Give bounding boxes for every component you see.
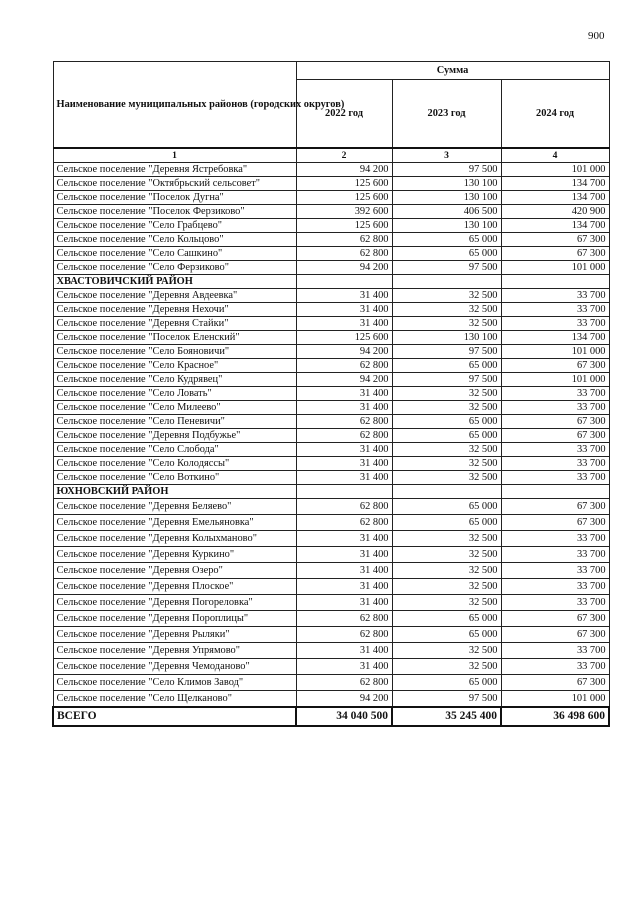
settlement-name: Сельское поселение "Село Милеево" <box>53 401 296 415</box>
amount-2023: 130 100 <box>392 177 501 191</box>
amount-2022: 31 400 <box>296 471 392 485</box>
amount-2023: 65 000 <box>392 247 501 261</box>
settlement-name: Сельское поселение "Деревня Емельяновка" <box>53 515 296 531</box>
table-row <box>53 359 609 373</box>
table-row <box>53 163 609 177</box>
amount-2024: 33 700 <box>501 563 609 579</box>
amount-2024: 33 700 <box>501 303 609 317</box>
name-column-header: Наименование муниципальных районов (городских округов) <box>53 62 296 149</box>
empty-cell <box>501 275 609 289</box>
table-row <box>53 289 609 303</box>
amount-2023: 32 500 <box>392 643 501 659</box>
settlement-name: Сельское поселение "Село Воткино" <box>53 471 296 485</box>
amount-2022: 62 800 <box>296 675 392 691</box>
settlement-name: Сельское поселение "Село Сашкино" <box>53 247 296 261</box>
amount-2024: 67 300 <box>501 627 609 643</box>
amount-2024: 33 700 <box>501 457 609 471</box>
amount-2024: 67 300 <box>501 415 609 429</box>
amount-2023: 32 500 <box>392 387 501 401</box>
settlement-name: Сельское поселение "Село Кудрявец" <box>53 373 296 387</box>
amount-2024: 33 700 <box>501 401 609 415</box>
amount-2024: 101 000 <box>501 345 609 359</box>
amount-2022: 125 600 <box>296 177 392 191</box>
amount-2022: 94 200 <box>296 691 392 708</box>
empty-cell <box>296 485 392 499</box>
amount-2024: 67 300 <box>501 429 609 443</box>
amount-2024: 33 700 <box>501 317 609 331</box>
settlement-name: Сельское поселение "Деревня Чемоданово" <box>53 659 296 675</box>
table-row <box>53 261 609 275</box>
table-row <box>53 191 609 205</box>
amount-2024: 67 300 <box>501 499 609 515</box>
total-2023: 35 245 400 <box>392 707 501 726</box>
district-header-row <box>53 275 609 289</box>
table-body <box>53 163 609 708</box>
amount-2023: 130 100 <box>392 331 501 345</box>
district-header-row <box>53 485 609 499</box>
settlement-name: Сельское поселение "Деревня Рыляки" <box>53 627 296 643</box>
settlement-name: Сельское поселение "Село Красное" <box>53 359 296 373</box>
table-row <box>53 219 609 233</box>
amount-2022: 31 400 <box>296 387 392 401</box>
amount-2023: 32 500 <box>392 531 501 547</box>
column-number: 4 <box>501 148 609 163</box>
amount-2024: 101 000 <box>501 691 609 708</box>
amount-2024: 33 700 <box>501 443 609 457</box>
amount-2023: 130 100 <box>392 219 501 233</box>
table-row <box>53 247 609 261</box>
amount-2024: 67 300 <box>501 675 609 691</box>
empty-cell <box>392 275 501 289</box>
table-row <box>53 303 609 317</box>
budget-table <box>52 61 610 727</box>
settlement-name: Сельское поселение "Поселок Дугна" <box>53 191 296 205</box>
amount-2023: 32 500 <box>392 595 501 611</box>
amount-2023: 32 500 <box>392 289 501 303</box>
table-row <box>53 233 609 247</box>
amount-2023: 65 000 <box>392 611 501 627</box>
table-row <box>53 547 609 563</box>
amount-2024: 67 300 <box>501 611 609 627</box>
settlement-name: Сельское поселение "Деревня Пороплицы" <box>53 611 296 627</box>
amount-2024: 33 700 <box>501 289 609 303</box>
table-row <box>53 531 609 547</box>
table-row <box>53 443 609 457</box>
settlement-name: Сельское поселение "Село Кольцово" <box>53 233 296 247</box>
amount-2024: 67 300 <box>501 233 609 247</box>
amount-2022: 62 800 <box>296 611 392 627</box>
amount-2023: 65 000 <box>392 429 501 443</box>
table-row <box>53 205 609 219</box>
amount-2022: 31 400 <box>296 457 392 471</box>
table-row <box>53 595 609 611</box>
table-row <box>53 401 609 415</box>
table-row <box>53 563 609 579</box>
amount-2024: 67 300 <box>501 515 609 531</box>
amount-2024: 33 700 <box>501 471 609 485</box>
empty-cell <box>392 485 501 499</box>
amount-2024: 420 900 <box>501 205 609 219</box>
amount-2023: 97 500 <box>392 691 501 708</box>
table-row <box>53 643 609 659</box>
column-number: 1 <box>53 148 296 163</box>
settlement-name: Сельское поселение "Деревня Колыхманово" <box>53 531 296 547</box>
total-row <box>53 707 609 726</box>
amount-2022: 31 400 <box>296 579 392 595</box>
amount-2023: 65 000 <box>392 415 501 429</box>
table-row <box>53 515 609 531</box>
amount-2023: 97 500 <box>392 261 501 275</box>
settlement-name: Сельское поселение "Деревня Авдеевка" <box>53 289 296 303</box>
year-header-2022: 2022 год <box>296 80 392 148</box>
settlement-name: Сельское поселение "Село Климов Завод" <box>53 675 296 691</box>
amount-2022: 31 400 <box>296 595 392 611</box>
table-row <box>53 317 609 331</box>
column-number: 3 <box>392 148 501 163</box>
settlement-name: Сельское поселение "Деревня Упрямово" <box>53 643 296 659</box>
amount-2024: 33 700 <box>501 579 609 595</box>
amount-2022: 94 200 <box>296 373 392 387</box>
amount-2024: 134 700 <box>501 331 609 345</box>
amount-2024: 101 000 <box>501 373 609 387</box>
settlement-name: Сельское поселение "Октябрьский сельсовет" <box>53 177 296 191</box>
table-row <box>53 415 609 429</box>
table-row <box>53 471 609 485</box>
year-header-2024: 2024 год <box>501 80 609 148</box>
district-name: ХВАСТОВИЧСКИЙ РАЙОН <box>53 275 296 289</box>
empty-cell <box>501 485 609 499</box>
amount-2023: 65 000 <box>392 675 501 691</box>
amount-2024: 33 700 <box>501 643 609 659</box>
amount-2022: 62 800 <box>296 499 392 515</box>
amount-2022: 31 400 <box>296 443 392 457</box>
table-row <box>53 387 609 401</box>
amount-2022: 31 400 <box>296 303 392 317</box>
amount-2023: 65 000 <box>392 627 501 643</box>
total-label: ВСЕГО <box>53 707 296 726</box>
settlement-name: Сельское поселение "Село Бояновичи" <box>53 345 296 359</box>
amount-2023: 97 500 <box>392 163 501 177</box>
settlement-name: Сельское поселение "Село Ловать" <box>53 387 296 401</box>
amount-2024: 33 700 <box>501 659 609 675</box>
amount-2022: 31 400 <box>296 547 392 563</box>
amount-2022: 31 400 <box>296 563 392 579</box>
page-number: 900 <box>588 30 605 42</box>
table-row <box>53 457 609 471</box>
amount-2022: 94 200 <box>296 163 392 177</box>
amount-2022: 125 600 <box>296 219 392 233</box>
amount-2023: 97 500 <box>392 345 501 359</box>
amount-2024: 67 300 <box>501 359 609 373</box>
amount-2023: 32 500 <box>392 659 501 675</box>
amount-2022: 62 800 <box>296 515 392 531</box>
amount-2022: 94 200 <box>296 261 392 275</box>
table-row <box>53 579 609 595</box>
amount-2023: 65 000 <box>392 359 501 373</box>
settlement-name: Сельское поселение "Деревня Беляево" <box>53 499 296 515</box>
amount-2023: 32 500 <box>392 563 501 579</box>
settlement-name: Сельское поселение "Село Пеневичи" <box>53 415 296 429</box>
settlement-name: Сельское поселение "Деревня Плоское" <box>53 579 296 595</box>
amount-2022: 125 600 <box>296 331 392 345</box>
amount-2022: 31 400 <box>296 289 392 303</box>
amount-2022: 31 400 <box>296 531 392 547</box>
amount-2022: 31 400 <box>296 643 392 659</box>
settlement-name: Сельское поселение "Деревня Подбужье" <box>53 429 296 443</box>
year-header-2023: 2023 год <box>392 80 501 148</box>
amount-2024: 134 700 <box>501 219 609 233</box>
amount-2024: 33 700 <box>501 531 609 547</box>
amount-2022: 62 800 <box>296 233 392 247</box>
settlement-name: Сельское поселение "Деревня Ястребовка" <box>53 163 296 177</box>
amount-2022: 31 400 <box>296 659 392 675</box>
amount-2023: 32 500 <box>392 443 501 457</box>
amount-2024: 134 700 <box>501 177 609 191</box>
table-row <box>53 345 609 359</box>
amount-2023: 32 500 <box>392 317 501 331</box>
table-row <box>53 177 609 191</box>
amount-2022: 62 800 <box>296 247 392 261</box>
amount-2024: 33 700 <box>501 547 609 563</box>
amount-2024: 33 700 <box>501 387 609 401</box>
amount-2023: 97 500 <box>392 373 501 387</box>
amount-2023: 65 000 <box>392 499 501 515</box>
amount-2024: 134 700 <box>501 191 609 205</box>
settlement-name: Сельское поселение "Деревня Куркино" <box>53 547 296 563</box>
amount-2023: 406 500 <box>392 205 501 219</box>
settlement-name: Сельское поселение "Поселок Ферзиково" <box>53 205 296 219</box>
amount-2022: 62 800 <box>296 429 392 443</box>
amount-2023: 65 000 <box>392 233 501 247</box>
amount-2023: 32 500 <box>392 471 501 485</box>
amount-2022: 62 800 <box>296 627 392 643</box>
amount-2024: 67 300 <box>501 247 609 261</box>
settlement-name: Сельское поселение "Поселок Еленский" <box>53 331 296 345</box>
settlement-name: Сельское поселение "Село Грабцево" <box>53 219 296 233</box>
settlement-name: Сельское поселение "Село Щелканово" <box>53 691 296 708</box>
table-row <box>53 675 609 691</box>
amount-2022: 125 600 <box>296 191 392 205</box>
amount-2023: 32 500 <box>392 579 501 595</box>
amount-2024: 101 000 <box>501 261 609 275</box>
amount-2022: 62 800 <box>296 415 392 429</box>
table-row <box>53 429 609 443</box>
settlement-name: Сельское поселение "Деревня Стайки" <box>53 317 296 331</box>
column-number: 2 <box>296 148 392 163</box>
settlement-name: Сельское поселение "Село Слобода" <box>53 443 296 457</box>
table-row <box>53 611 609 627</box>
amount-2022: 392 600 <box>296 205 392 219</box>
amount-2023: 32 500 <box>392 457 501 471</box>
amount-2023: 130 100 <box>392 191 501 205</box>
amount-2023: 32 500 <box>392 401 501 415</box>
settlement-name: Сельское поселение "Деревня Озеро" <box>53 563 296 579</box>
sum-header: Сумма <box>296 62 609 80</box>
amount-2023: 65 000 <box>392 515 501 531</box>
settlement-name: Сельское поселение "Село Ферзиково" <box>53 261 296 275</box>
amount-2022: 31 400 <box>296 401 392 415</box>
total-2022: 34 040 500 <box>296 707 392 726</box>
column-number-row <box>53 148 609 163</box>
empty-cell <box>296 275 392 289</box>
settlement-name: Сельское поселение "Деревня Погореловка" <box>53 595 296 611</box>
amount-2022: 62 800 <box>296 359 392 373</box>
amount-2024: 33 700 <box>501 595 609 611</box>
amount-2022: 31 400 <box>296 317 392 331</box>
total-2024: 36 498 600 <box>501 707 609 726</box>
table-row <box>53 691 609 708</box>
district-name: ЮХНОВСКИЙ РАЙОН <box>53 485 296 499</box>
amount-2022: 94 200 <box>296 345 392 359</box>
table-row <box>53 331 609 345</box>
table-row <box>53 373 609 387</box>
table-row <box>53 499 609 515</box>
amount-2024: 101 000 <box>501 163 609 177</box>
settlement-name: Сельское поселение "Деревня Нехочи" <box>53 303 296 317</box>
amount-2023: 32 500 <box>392 303 501 317</box>
table-row <box>53 627 609 643</box>
amount-2023: 32 500 <box>392 547 501 563</box>
table-row <box>53 659 609 675</box>
settlement-name: Сельское поселение "Село Колодяссы" <box>53 457 296 471</box>
